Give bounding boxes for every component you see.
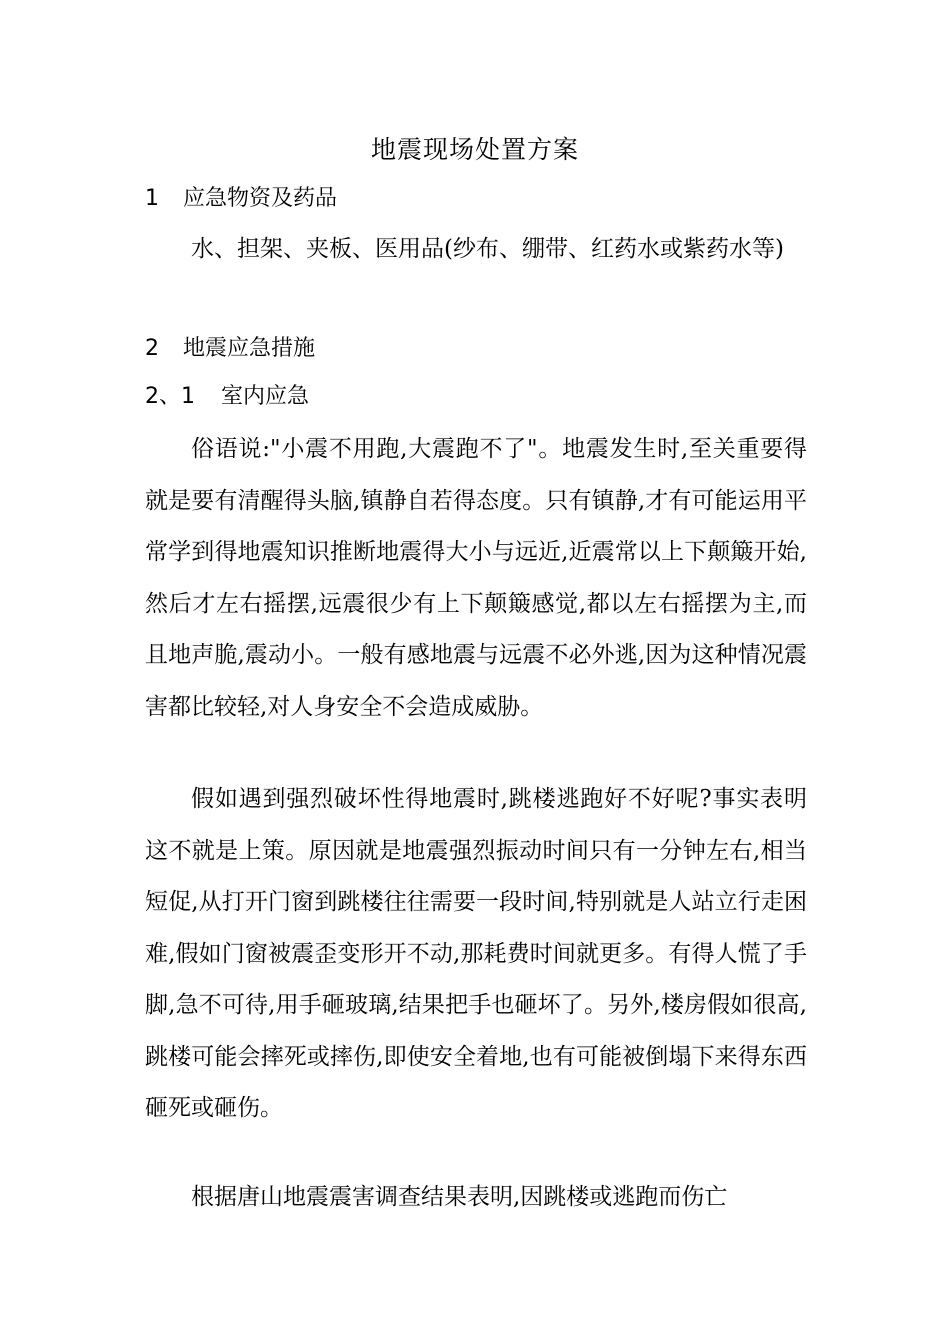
- paragraph-jumping: 假如遇到强烈破坏性得地震时,跳楼逃跑好不好呢?事实表明这不就是上策。原因就是地震强烈振动时间只有一分钟左右,相当短促,从打开门窗到跳楼往往需要一段时间,特别就是人站立行走困难,假如门窗被震歪变形开不动,那耗费时间就更多。有得人慌了手脚,急不可待,用手砸玻璃,结果把手也砸坏了。另外,楼房假如很高,跳楼可能会摔死或摔伤,即使安全着地,也有可能被倒塌下来得东西砸死或砸伤。: [145, 786, 807, 1121]
- section-title: 室内应急: [221, 384, 310, 409]
- section-heading-1: [145, 181, 337, 217]
- section-title: 应急物资及药品: [183, 186, 338, 211]
- paragraph-supplies: 水、担架、夹板、医用品(纱布、绷带、红药水或紫药水等): [191, 236, 784, 262]
- section-heading-2-1: [145, 379, 309, 415]
- document-title: 地震现场处置方案: [370, 135, 579, 164]
- section-title: 地震应急措施: [183, 336, 316, 361]
- paragraph-tangshan: 根据唐山地震震害调查结果表明,因跳楼或逃跑而伤亡: [191, 1184, 728, 1210]
- section-number: 1: [145, 186, 159, 211]
- section-heading-2: [145, 331, 315, 367]
- paragraph-proverb: 俗语说:"小震不用跑,大震跑不了"。地震发生时,至关重要得就是要有清醒得头脑,镇静自若得态度。只有镇静,才有可能运用平常学到得地震知识推断地震得大小与远近,近震常以上下颠簸开始,然后才左右摇摆,远震很少有上下颠簸感觉,都以左右摇摆为主,而且地声脆,震动小。一般有感地震与远震不必外逃,因为这种情况震害都比较轻,对人身安全不会造成威胁。: [145, 436, 807, 720]
- section-number: 2、1: [145, 384, 195, 409]
- section-number: 2: [145, 336, 159, 361]
